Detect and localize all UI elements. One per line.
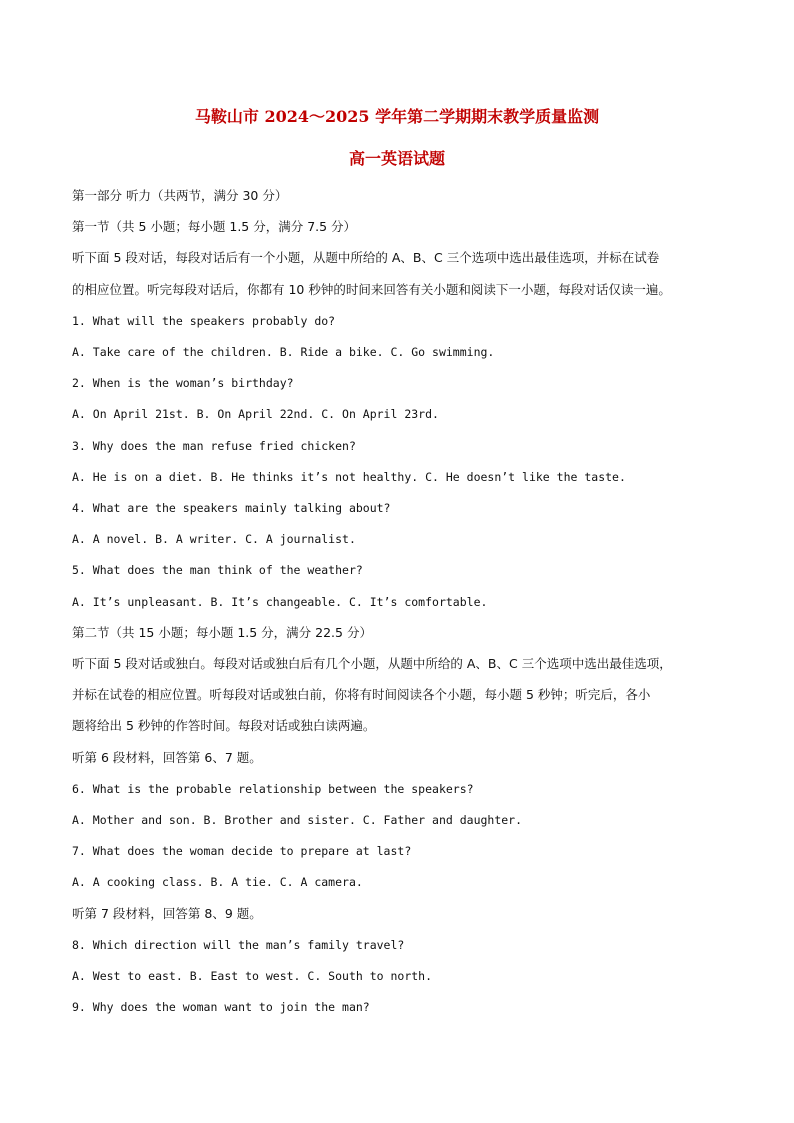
instruction-line: 听下面 5 段对话，每段对话后有一个小题，从题中所给的 A、B、C 三个选项中选出最佳选项，并标在试卷 bbox=[72, 250, 660, 265]
options-line: A. It’s unpleasant. B. It’s changeable. C. It’s comfortable. bbox=[72, 595, 488, 609]
subsection-heading: 第一节（共 5 小题；每小题 1.5 分，满分 7.5 分） bbox=[72, 219, 357, 234]
question-line: 9. Why does the woman want to join the man? bbox=[72, 1000, 370, 1014]
options-line: A. Mother and son. B. Brother and sister. C. Father and daughter. bbox=[72, 813, 523, 827]
options-line: A. On April 21st. B. On April 22nd. C. On April 23rd. bbox=[72, 407, 439, 421]
section-heading: 第一部分 听力（共两节，满分 30 分） bbox=[72, 188, 288, 203]
question-line: 2. When is the woman’s birthday? bbox=[72, 376, 294, 390]
question-line: 6. What is the probable relationship between the speakers? bbox=[72, 782, 474, 796]
options-line: A. West to east. B. East to west. C. South to north. bbox=[72, 969, 433, 983]
question-line: 5. What does the man think of the weather? bbox=[72, 563, 363, 577]
instruction-line: 题将给出 5 秒钟的作答时间。每段对话或独白读两遍。 bbox=[72, 718, 376, 733]
options-line: A. Take care of the children. B. Ride a bike. C. Go swimming. bbox=[72, 345, 495, 359]
options-line: A. A novel. B. A writer. C. A journalist. bbox=[72, 532, 356, 546]
exam-title: 马鞍山市 2024～2025 学年第二学期期末教学质量监测 bbox=[194, 107, 600, 126]
material-heading: 听第 7 段材料，回答第 8、9 题。 bbox=[72, 906, 262, 921]
question-line: 1. What will the speakers probably do? bbox=[72, 314, 336, 328]
options-line: A. A cooking class. B. A tie. C. A camera. bbox=[72, 875, 363, 889]
instruction-line: 并标在试卷的相应位置。听每段对话或独白前，你将有时间阅读各个小题，每小题 5 秒钟；听完后，各小 bbox=[72, 687, 651, 702]
instruction-line: 的相应位置。听完每段对话后，你都有 10 秒钟的时间来回答有关小题和阅读下一小题，每段对话仅读一遍。 bbox=[72, 282, 671, 297]
instruction-line: 听下面 5 段对话或独白。每段对话或独白后有几个小题，从题中所给的 A、B、C 三个选项中选出最佳选项， bbox=[72, 656, 672, 671]
question-line: 4. What are the speakers mainly talking about? bbox=[72, 501, 391, 515]
question-line: 3. Why does the man refuse fried chicken? bbox=[72, 439, 356, 453]
subsection-heading: 第二节（共 15 小题；每小题 1.5 分，满分 22.5 分） bbox=[72, 625, 372, 640]
exam-subtitle: 高一英语试题 bbox=[348, 149, 445, 168]
material-heading: 听第 6 段材料，回答第 6、7 题。 bbox=[72, 750, 262, 765]
question-line: 8. Which direction will the man’s family travel? bbox=[72, 938, 405, 952]
options-line: A. He is on a diet. B. He thinks it’s not healthy. C. He doesn’t like the taste. bbox=[72, 470, 626, 484]
question-line: 7. What does the woman decide to prepare at last? bbox=[72, 844, 412, 858]
